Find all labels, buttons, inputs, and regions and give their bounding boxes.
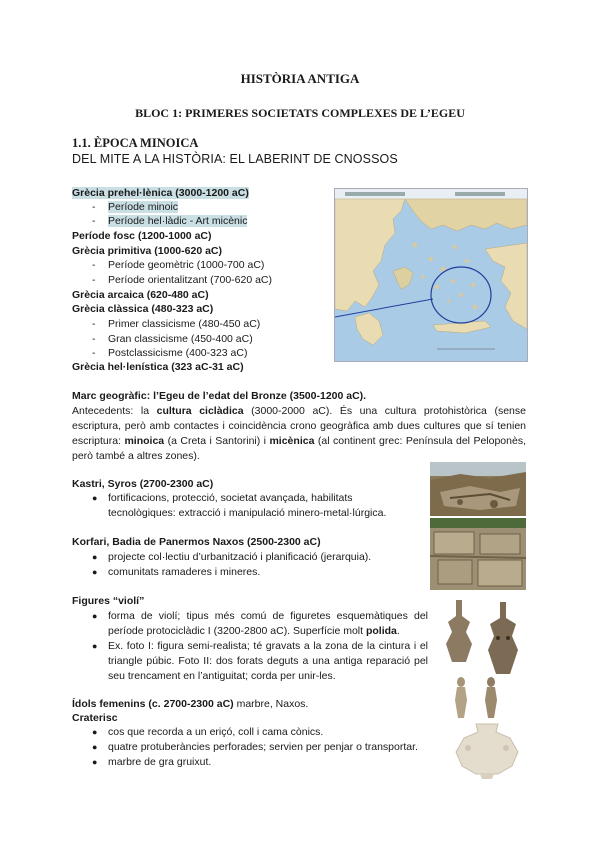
section-subtitle: DEL MITE A LA HISTÒRIA: EL LABERINT DE CNOSSOS <box>72 152 398 166</box>
aegean-map-svg <box>335 189 527 361</box>
bullet-dot: ● <box>92 742 98 752</box>
kastri-item: fortificacions, protecció, societat avançada, habilitats tecnològiques: extracció i manipulació minero-metal·lúrgica. <box>108 492 387 519</box>
violin-figures-svg <box>440 596 526 682</box>
section-number-title: 1.1. ÈPOCA MINOICA <box>72 136 199 150</box>
female-idols-photo <box>447 676 505 720</box>
period-hellenistica: Grècia hel·lenística (323 aC-31 aC) <box>72 361 244 373</box>
period-item: Període hel·làdic - Art micènic <box>108 215 248 227</box>
period-fosc: Període fosc (1200-1000 aC) <box>72 230 212 242</box>
bloc-title: BLOC 1: PRIMERES SOCIETATS COMPLEXES DE L’EGEU <box>135 106 465 120</box>
dash-bullet: - <box>92 274 96 286</box>
period-prehelenica: Grècia prehel·lènica (3000-1200 aC) <box>72 187 249 199</box>
figures-title: Figures “violí” <box>72 595 145 607</box>
bullet-dot: ● <box>92 493 98 503</box>
bullet-dot: ● <box>92 552 98 562</box>
marc-title: Marc geogràfic: l’Egeu de l’edat del Bronze (3500-1200 aC). <box>72 390 367 402</box>
craterisc-photo <box>446 722 528 780</box>
period-item: Gran classicisme (450-400 aC) <box>108 333 253 345</box>
bullet-dot: ● <box>92 727 98 737</box>
dash-bullet: - <box>92 215 96 227</box>
kastri-title: Kastri, Syros (2700-2300 aC) <box>72 478 214 490</box>
document-title: HISTÒRIA ANTIGA <box>240 71 360 86</box>
dash-bullet: - <box>92 259 96 271</box>
dash-bullet: - <box>92 201 96 213</box>
craterisc-title: Craterisc <box>72 712 118 724</box>
period-item: Període geomètric (1000-700 aC) <box>108 259 265 271</box>
craterisc-item: quatre protuberàncies perforades; servien per penjar o transportar. <box>108 741 418 753</box>
dash-bullet: - <box>92 347 96 359</box>
marc-paragraph: Antecedents: la cultura ciclàdica (3000-2000 aC). És una cultura protohistòrica (sense escriptura, però amb contactes i coincidència crono geogràfica amb dues cultures que sí tenien escriptura: minoica (a Creta i Santorini) i micènica (al continent grec: Península del Peloponès, però també a altres zones). <box>72 405 526 462</box>
korfari-photo <box>430 518 526 590</box>
korfari-item: comunitats ramaderes i mineres. <box>108 566 261 578</box>
period-item: Període minoic <box>108 201 179 213</box>
idols-line: Ídols femenins (c. 2700-2300 aC) marbre, Naxos. <box>72 698 309 710</box>
craterisc-item: marbre de gra gruixut. <box>108 756 212 768</box>
bullet-dot: ● <box>92 611 98 621</box>
period-item: Postclassicisme (400-323 aC) <box>108 347 248 359</box>
aegean-map-image <box>334 188 528 362</box>
period-item: Primer classicisme (480-450 aC) <box>108 318 261 330</box>
period-classica: Grècia clàssica (480-323 aC) <box>72 303 214 315</box>
dash-bullet: - <box>92 318 96 330</box>
dash-bullet: - <box>92 333 96 345</box>
figures-item-1: forma de violí; tipus més comú de figuretes esquemàtiques del període protociclàdic I (3200-2800 aC). Superfície molt polida. <box>108 610 428 637</box>
craterisc-svg <box>446 722 528 780</box>
craterisc-item: cos que recorda a un eriçó, coll i cama cònics. <box>108 726 324 738</box>
period-arcaica: Grècia arcaica (620-480 aC) <box>72 289 209 301</box>
bullet-dot: ● <box>92 567 98 577</box>
korfari-title: Korfari, Badia de Panermos Naxos (2500-2300 aC) <box>72 536 321 548</box>
female-idols-svg <box>447 676 505 720</box>
bullet-dot: ● <box>92 641 98 651</box>
figures-item-2: Ex. foto I: figura semi-realista; té gravats a la zona de la cintura i el triangle púbic. Foto II: dos forats deguts a una antiga reparació pel seu trencament en l’antiguitat; corda per unir-les. <box>108 640 428 682</box>
violin-figures-photo <box>440 596 526 682</box>
period-primitiva: Grècia primitiva (1000-620 aC) <box>72 245 222 257</box>
korfari-item: projecte col·lectiu d’urbanització i planificació (jerarquia). <box>108 551 372 563</box>
bullet-dot: ● <box>92 757 98 767</box>
kastri-photo <box>430 462 526 516</box>
kastri-photo-svg <box>430 462 526 516</box>
korfari-photo-svg <box>430 518 526 590</box>
period-item: Període orientalitzant (700-620 aC) <box>108 274 273 286</box>
